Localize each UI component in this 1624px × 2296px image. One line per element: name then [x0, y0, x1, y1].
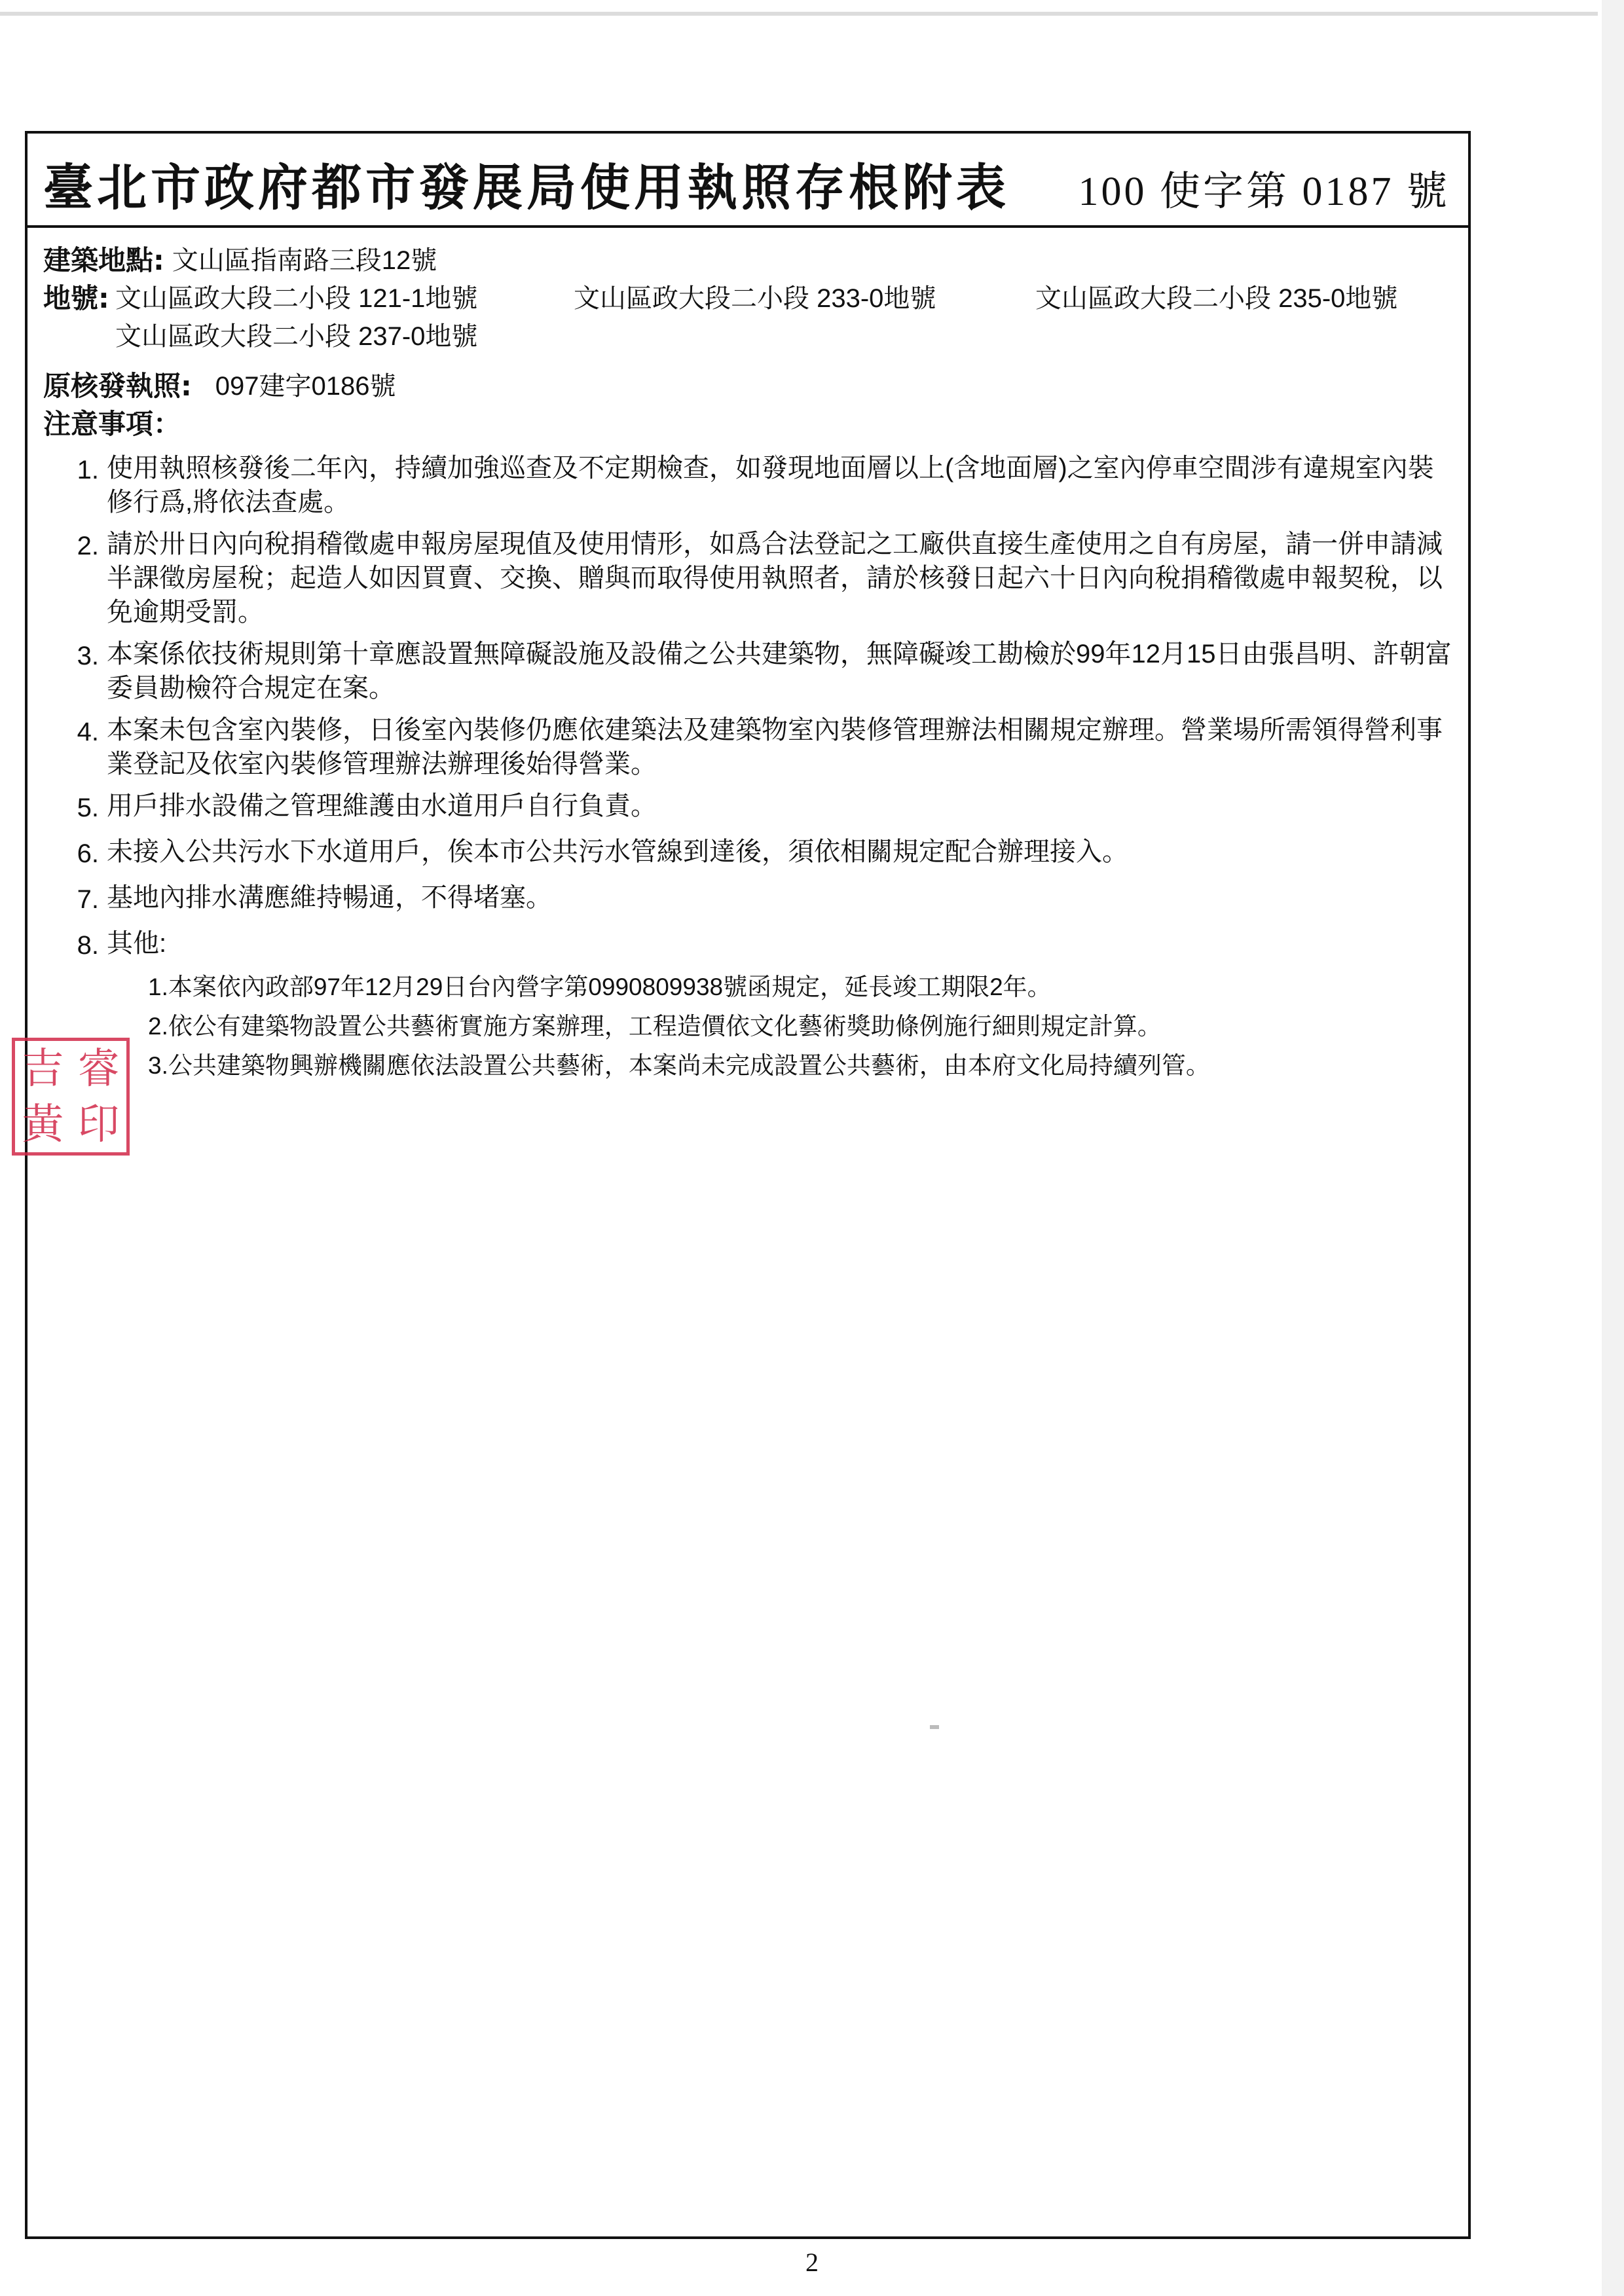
notes-list — [43, 451, 1452, 964]
lots-row — [43, 280, 1452, 318]
seal-char: 黃 — [22, 1100, 64, 1149]
note-item — [43, 789, 1452, 827]
scan-edge-right — [1602, 0, 1624, 2296]
official-seal-stamp — [12, 1038, 130, 1156]
original-license-row — [43, 367, 1452, 405]
seal-char: 印 — [77, 1100, 120, 1149]
other-note-item: 3.公共建築物興辦機關應依法設置公共藝術，本案尚未完成設置公共藝術，由本府文化局持續列管。 — [148, 1052, 1210, 1079]
document-frame — [25, 131, 1471, 2239]
note-text: 使用執照核發後二年內，持續加強巡查及不定期檢查，如發現地面層以上(含地面層)之室內停車空間涉有違規室內裝修行爲,將依法查處。 — [107, 454, 1434, 517]
address-label: 建築地點: — [43, 244, 164, 276]
note-text: 基地內排水溝應維持暢通，不得堵塞。 — [107, 883, 552, 912]
note-text: 本案未包含室內裝修，日後室內裝修仍應依建築法及建築物室內裝修管理辦法相關規定辦理。營業場所需領得營利事業登記及依室內裝修管理辦法辦理後始得營業。 — [107, 716, 1443, 778]
address-row — [43, 242, 1452, 280]
scan-edge-top — [0, 12, 1598, 16]
note-number: 3. — [77, 642, 99, 670]
note-item — [43, 881, 1452, 919]
note-number: 7. — [77, 885, 99, 914]
document-body — [43, 242, 1452, 1082]
note-item — [43, 451, 1452, 519]
note-number: 5. — [77, 793, 99, 822]
lots-list — [115, 280, 1402, 318]
document-title: 臺北市政府都市發展局使用執照存根附表 — [43, 158, 1010, 217]
address-value: 文山區指南路三段12號 — [172, 246, 437, 275]
note-number: 4. — [77, 718, 99, 746]
lot-item: 文山區政大段二小段 233-0地號 — [574, 284, 936, 313]
scan-speck — [930, 1725, 939, 1729]
note-number: 8. — [77, 931, 99, 960]
note-text: 請於卅日內向稅捐稽徵處申報房屋現值及使用情形，如爲合法登記之工廠供直接生產使用之自有房屋，請一併申請減半課徵房屋稅；起造人如因買賣、交換、贈與而取得使用執照者，請於核發日起六十日內向稅捐稽徵處申報契稅，以免逾期受罰。 — [107, 530, 1443, 627]
seal-char: 吉 — [22, 1044, 64, 1093]
note-item — [43, 637, 1452, 705]
original-license-label: 原核發執照: — [43, 370, 192, 402]
note-text: 用戶排水設備之管理維護由水道用戶自行負責。 — [107, 792, 657, 820]
other-note-item: 2.依公有建築物設置公共藝術實施方案辦理，工程造價依文化藝術獎助條例施行細則規定計算。 — [148, 1013, 1162, 1040]
note-number: 1. — [77, 456, 99, 484]
header — [28, 134, 1468, 228]
other-note-item: 1.本案依內政部97年12月29日台內營字第0990809938號函規定，延長竣工期限2年。 — [148, 974, 1052, 1000]
note-number: 2. — [77, 532, 99, 560]
notes-heading: 注意事項： — [43, 408, 181, 440]
license-number: 100 使字第 0187 號 — [1078, 170, 1450, 214]
lots-row-continued — [115, 318, 1452, 355]
lot-item: 文山區政大段二小段 237-0地號 — [115, 322, 478, 351]
note-number: 6. — [77, 839, 99, 868]
note-item — [43, 835, 1452, 873]
lot-item: 文山區政大段二小段 235-0地號 — [1035, 284, 1398, 313]
note-item — [43, 926, 1452, 964]
lot-item: 文山區政大段二小段 121-1地號 — [115, 284, 478, 313]
note-item — [43, 527, 1452, 629]
original-license-value: 097建字0186號 — [215, 372, 396, 401]
page-number: 2 — [805, 2248, 819, 2277]
other-notes-list — [43, 971, 1452, 1082]
note-text: 其他: — [107, 929, 167, 958]
note-item — [43, 713, 1452, 781]
note-text: 本案係依技術規則第十章應設置無障礙設施及設備之公共建築物，無障礙竣工勘檢於99年12月15日由張昌明、許朝富委員勘檢符合規定在案。 — [107, 640, 1452, 702]
seal-char: 睿 — [77, 1044, 120, 1093]
note-text: 未接入公共污水下水道用戶，俟本市公共污水管線到達後，須依相關規定配合辦理接入。 — [107, 837, 1128, 866]
lots-label: 地號: — [43, 282, 109, 314]
